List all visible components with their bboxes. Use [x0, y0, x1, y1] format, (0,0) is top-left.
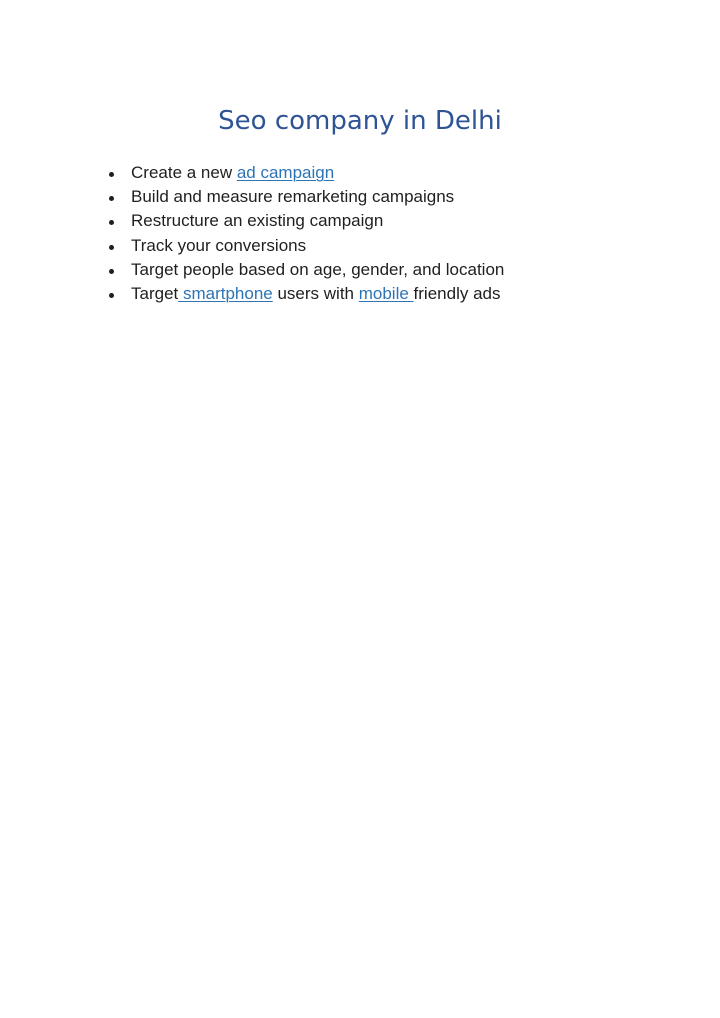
list-item: Target people based on age, gender, and location: [107, 258, 504, 282]
ad-campaign-link[interactable]: ad campaign: [236, 163, 335, 182]
bullet-icon: [109, 196, 114, 201]
mobile-link[interactable]: mobile: [358, 284, 414, 304]
page-title: Seo company in Delhi: [218, 106, 502, 136]
bullet-icon: [109, 220, 114, 225]
bullet-icon: [109, 293, 114, 298]
bullet-icon: [109, 245, 114, 250]
list-item: Build and measure remarketing campaigns: [107, 185, 504, 209]
bullet-icon: [109, 172, 114, 177]
bullet-icon: [109, 269, 114, 274]
list-item: Target smartphone users with mobile friendly ads: [107, 282, 504, 306]
list-item: Create a new ad campaign: [107, 161, 504, 185]
list-item: Track your conversions: [107, 234, 504, 258]
list-item: Restructure an existing campaign: [107, 209, 504, 233]
bullet-list: [107, 161, 504, 306]
smartphone-link[interactable]: smartphone: [178, 284, 273, 304]
